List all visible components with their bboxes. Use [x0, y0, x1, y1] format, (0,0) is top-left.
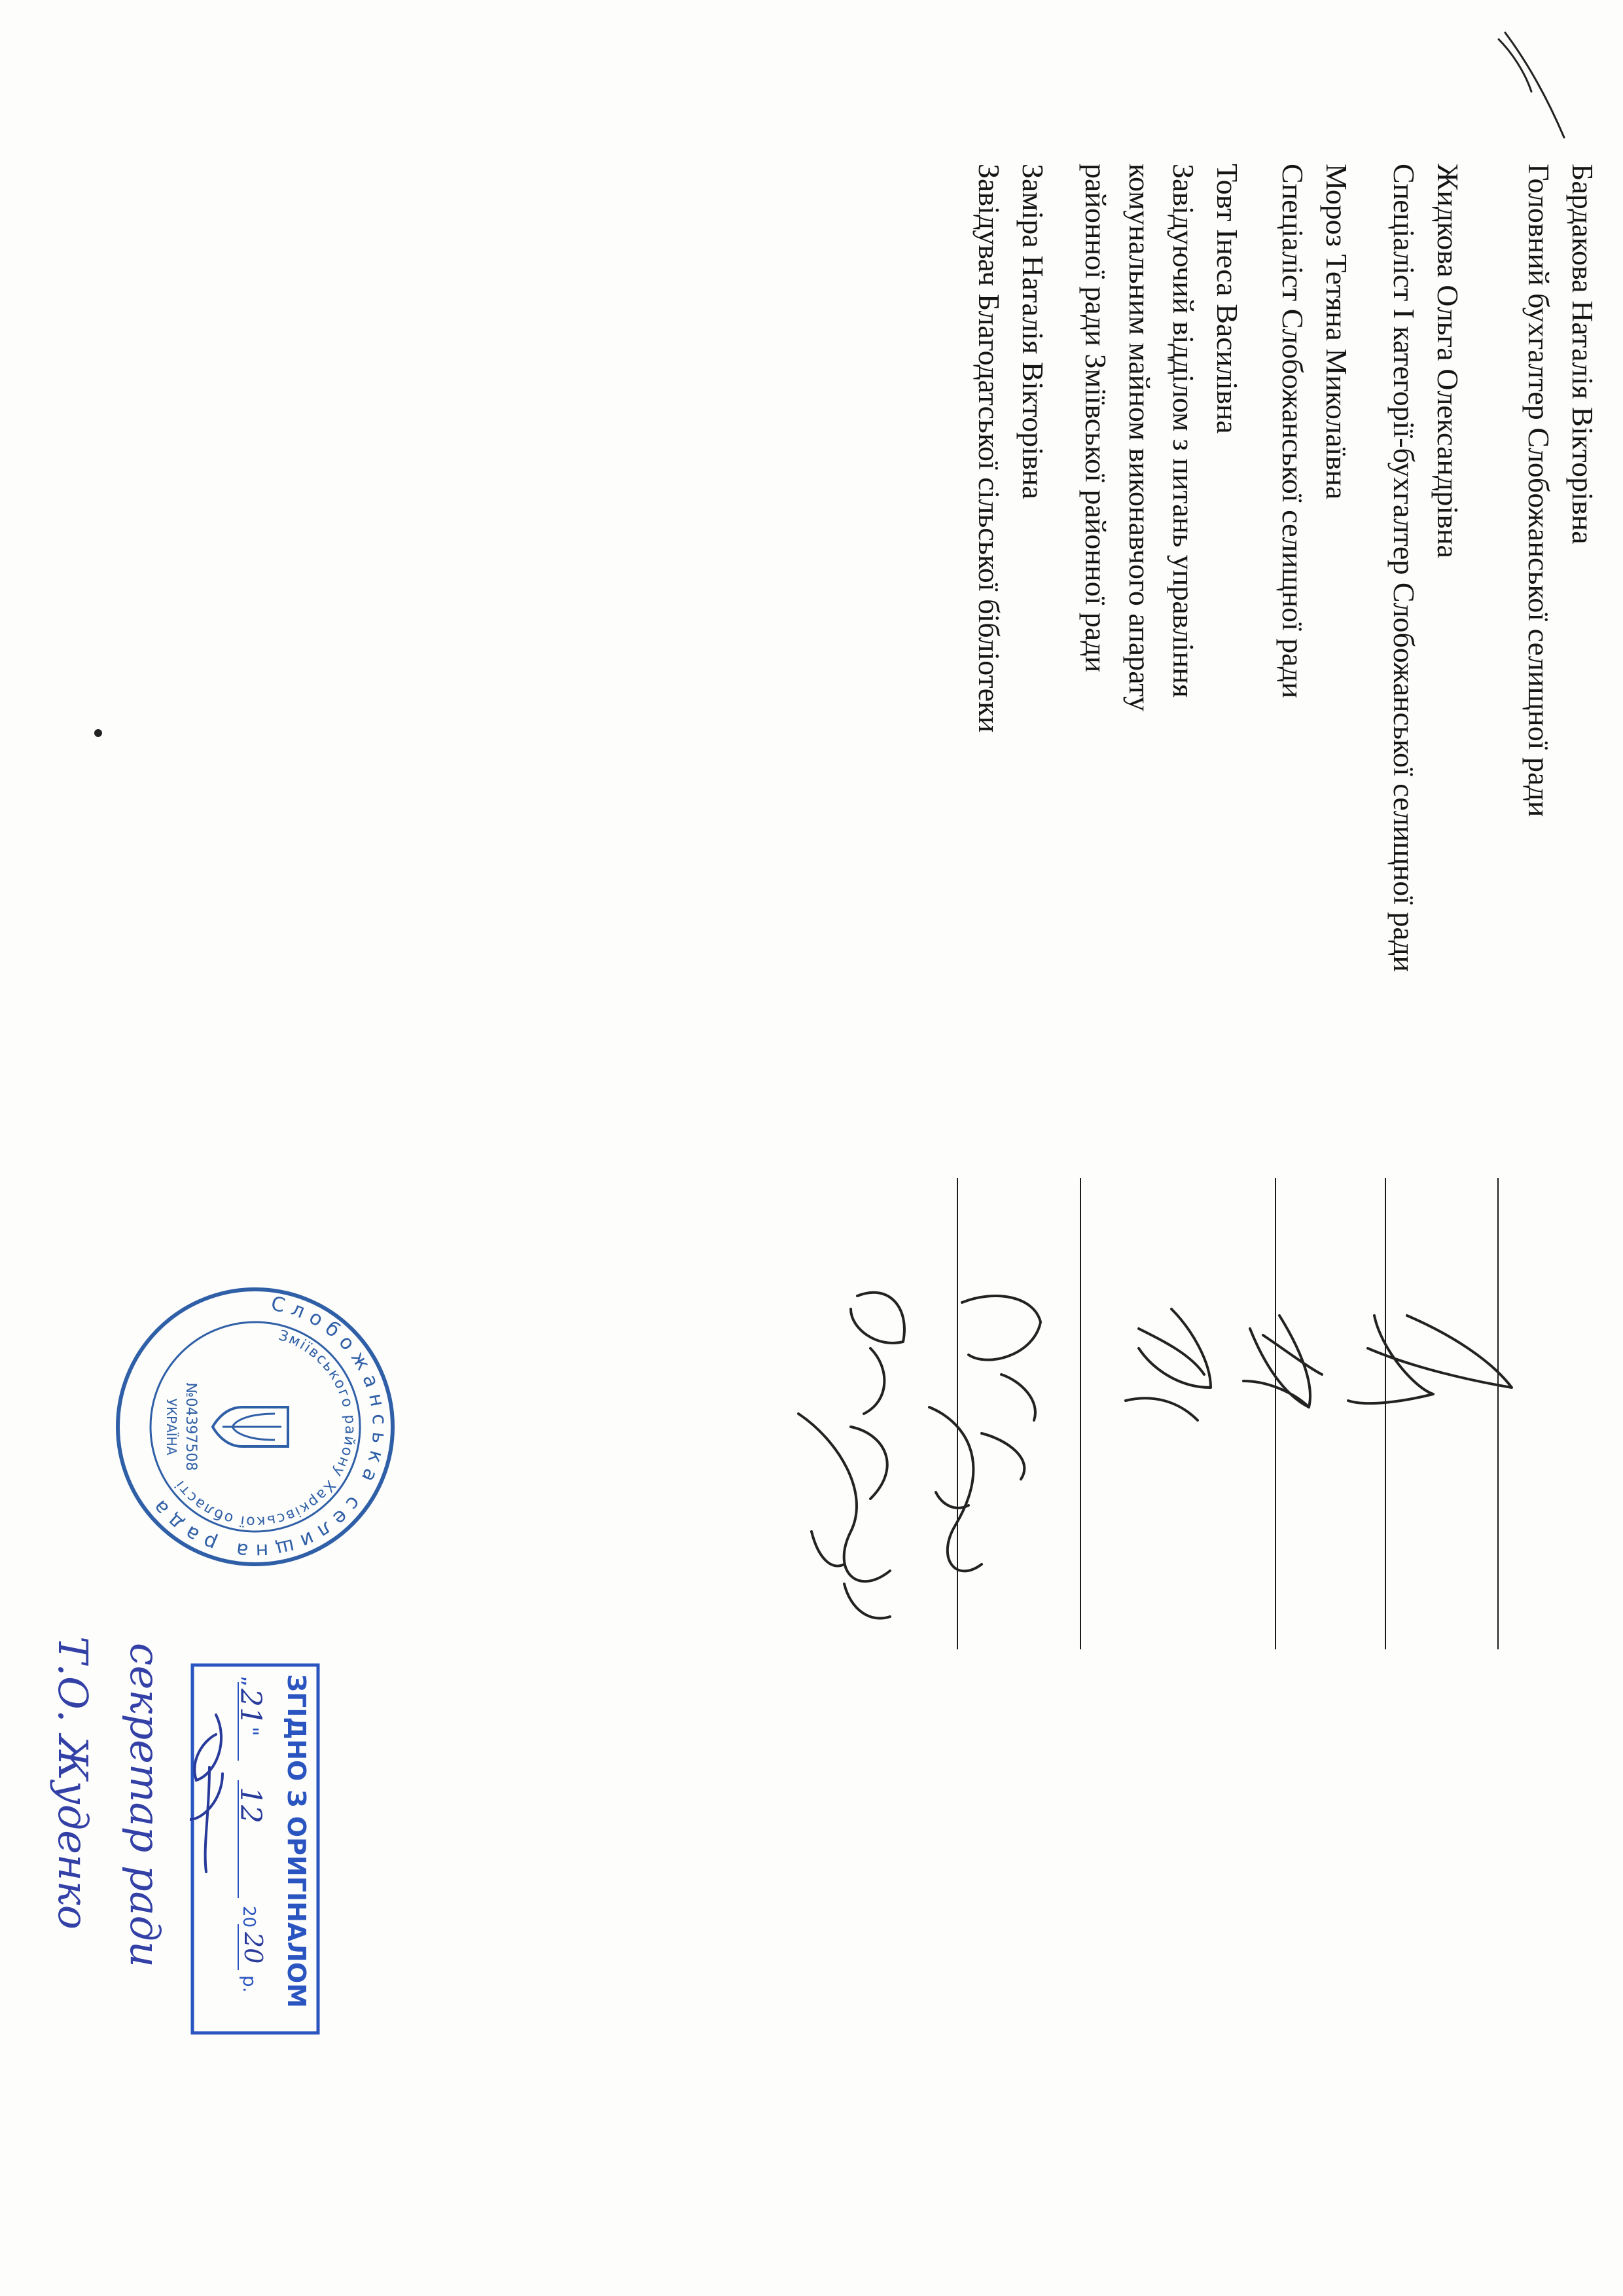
seal-inner-text: Зміївського району Харківської області: [171, 1327, 359, 1530]
member-name: Товт Інеса Василівна: [1211, 164, 1244, 434]
stamp-quote: ": [238, 1727, 263, 1736]
stamp-month: 12: [234, 1787, 267, 1823]
signature: [1126, 1309, 1211, 1420]
seal-outer-text: Слобожанська селищна рада: [144, 1292, 391, 1563]
member-name: Бардакова Наталія Вікторівна: [1566, 164, 1599, 545]
signature: [1348, 1316, 1512, 1403]
member-position: Завідуючий відділом з питань управління: [1167, 164, 1200, 698]
scan-dot: [94, 729, 102, 737]
member-name: Заміра Наталія Вікторівна: [1016, 164, 1050, 499]
signature: [1243, 1316, 1322, 1407]
note-line: секретар ради: [121, 1643, 169, 1967]
stamp-quote: „: [238, 1676, 263, 1687]
stamp-year-unit: р.: [239, 1975, 260, 1993]
member-name: Жидкова Ольга Олександрівна: [1431, 164, 1465, 558]
certification-stamp: [190, 1662, 321, 2036]
member-position: комунальним майном виконавчого апарату: [1123, 164, 1156, 711]
seal-country: УКРАЇНА: [164, 1398, 179, 1456]
member-position: районної ради Зміївської районної ради: [1079, 164, 1113, 673]
official-seal: [111, 1283, 399, 1571]
scan-mark: [1499, 33, 1564, 137]
signature: [798, 1293, 904, 1619]
handwritten-note: [26, 1636, 170, 2225]
signature: [190, 1715, 223, 1872]
member-position: Спеціаліст Слобожанської селищної ради: [1276, 164, 1310, 698]
stamp-year-suffix: 20: [239, 1932, 268, 1964]
stamp-day: 21: [234, 1689, 267, 1725]
note-line: Т.О. Жуденко: [49, 1636, 97, 1930]
stamp-year-prefix: 20: [239, 1906, 259, 1928]
member-position: Спеціаліст І категорії-бухгалтер Слобожанської селищної ради: [1387, 164, 1421, 972]
member-name: Мороз Тетяна Миколаївна: [1320, 164, 1353, 500]
seal-code: №04397508: [183, 1382, 199, 1471]
signature: [929, 1296, 1041, 1571]
stamp-title: ЗГІДНО З ОРИГІНАЛОМ: [282, 1674, 311, 2008]
member-position: Головний бухгалтер Слобожанської селищної ради: [1522, 164, 1556, 817]
member-position: Завідувач Благодатської сільської бібліотеки: [972, 164, 1006, 733]
